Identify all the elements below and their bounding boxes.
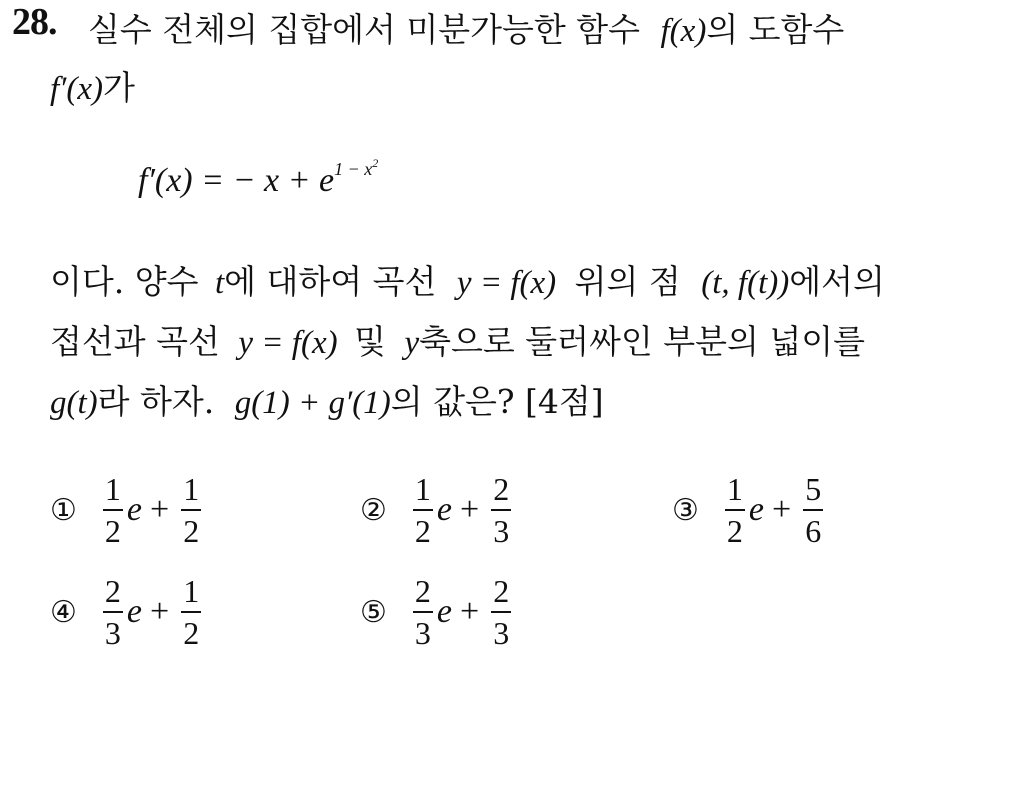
fraction-b: $\frac{2}{3}$ xyxy=(493,471,510,549)
intro-tail: 의 도함수 xyxy=(706,10,845,49)
curve-eq: y = f(x) xyxy=(456,265,557,301)
choice-2[interactable]: ② $\frac{1}{2}$ e + $\frac{2}{3}$ xyxy=(360,471,510,549)
fraction-a: $\frac{1}{2}$ xyxy=(726,471,743,549)
question-line-2 xyxy=(50,62,135,109)
fraction-b: $\frac{2}{3}$ xyxy=(493,573,510,651)
choice-mark: ④ xyxy=(50,594,77,630)
paragraph-line-1: 이다. 양수 t에 대하여 곡선 y = f(x) 위의 점 (t, f(t))에서의 xyxy=(50,262,885,301)
function-f: f(x) xyxy=(660,13,707,49)
choice-1[interactable]: ① $\frac{1}{2}$ e + $\frac{1}{2}$ xyxy=(50,471,200,549)
choice-5[interactable]: ⑤ $\frac{2}{3}$ e + $\frac{2}{3}$ xyxy=(360,573,510,651)
choice-3[interactable]: ③ $\frac{1}{2}$ e + $\frac{5}{6}$ xyxy=(672,471,822,549)
tangent-point: (t, f(t)) xyxy=(701,265,790,301)
question-number: 28. xyxy=(12,1,57,43)
fraction-a: $\frac{1}{2}$ xyxy=(104,471,121,549)
fraction-a: $\frac{2}{3}$ xyxy=(104,573,121,651)
intro-text: 실수 전체의 집합에서 미분가능한 함수 xyxy=(88,10,641,49)
fraction-b: $\frac{5}{6}$ xyxy=(805,471,822,549)
choice-4[interactable]: ④ $\frac{2}{3}$ e + $\frac{1}{2}$ xyxy=(50,573,200,651)
choice-mark: ① xyxy=(50,492,77,528)
derivative-equation: f′(x) = − $x + e^{1 - x^2}$ xyxy=(138,156,379,199)
curve-eq-2: y = f(x) xyxy=(238,325,338,361)
choice-mark: ② xyxy=(360,492,387,528)
fraction-a: $\frac{1}{2}$ xyxy=(414,471,431,549)
paragraph-line-3: g(t)라 하자. g(1) + g′(1)의 값은? [4점] xyxy=(50,382,604,421)
function-g: g(t) xyxy=(50,385,98,421)
choice-mark: ⑤ xyxy=(360,594,387,630)
derivative-fprime: f′(x) xyxy=(50,71,104,107)
fraction-b: $\frac{1}{2}$ xyxy=(183,573,200,651)
equation-exponent: 1 − x2 xyxy=(334,156,379,179)
question-line-1 xyxy=(88,4,844,51)
y-axis-var: y xyxy=(404,325,420,361)
variable-t: t xyxy=(215,265,225,301)
line2-tail: 가 xyxy=(103,68,135,107)
target-expression: g(1) + g′(1) xyxy=(234,385,391,421)
fraction-a: $\frac{2}{3}$ xyxy=(414,573,431,651)
fraction-b: $\frac{1}{2}$ xyxy=(183,471,200,549)
choice-mark: ③ xyxy=(672,492,699,528)
paragraph-line-2: 접선과 곡선 y = f(x) 및 y축으로 둘러싸인 부분의 넓이를 xyxy=(50,322,866,361)
